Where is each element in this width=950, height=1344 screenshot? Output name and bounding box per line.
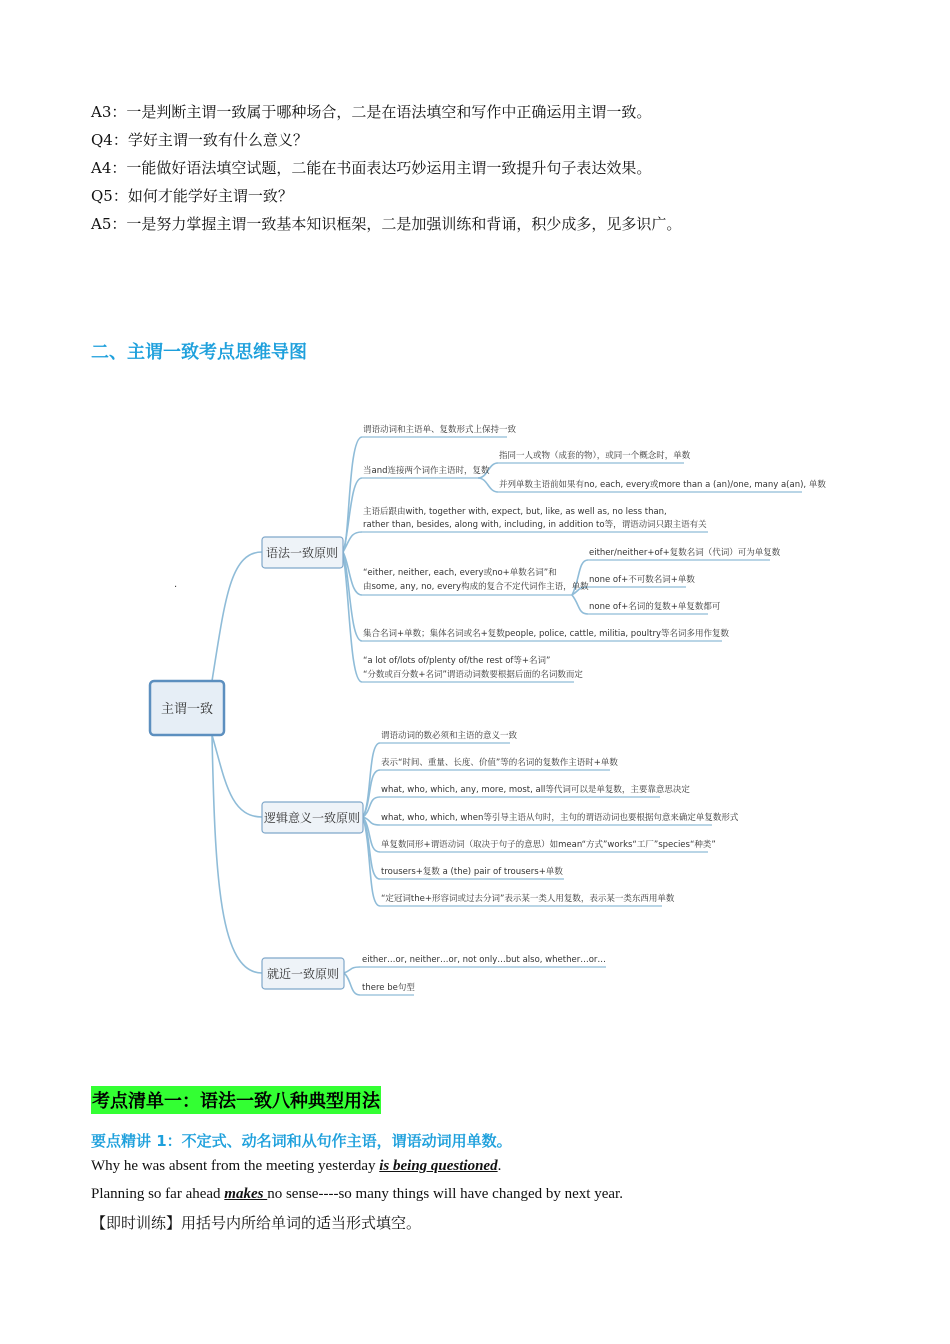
- grammar-subitem: 指同一人或物（成套的物），或同一个概念时，单数: [499, 451, 691, 461]
- grammar-item: “either, neither, each, every或no+单数名词”和: [363, 568, 557, 578]
- grammar-subitem: none of+不可数名词+单数: [589, 575, 695, 585]
- example-sentence-1: [91, 1158, 501, 1175]
- grammar-item: 主语后跟由with, together with, expect, but, like, as well as, no less than,: [363, 507, 667, 517]
- practice-instruction: 【即时训练】用括号内所给单词的适当形式填空。: [91, 1214, 422, 1232]
- branch-proximity-label: 就近一致原则: [266, 967, 340, 981]
- mind-map: [0, 395, 950, 1005]
- qa-line-a5: A5：一是努力掌握主谓一致基本知识框架，二是加强训练和背诵，积少成多，见多识广。: [91, 215, 682, 233]
- grammar-item: rather than, besides, along with, including, in addition to等，谓语动词只跟主语有关: [363, 520, 707, 530]
- section-title: 二、主谓一致考点思维导图: [91, 342, 307, 363]
- grammar-item: 当and连接两个词作主语时，复数: [363, 466, 490, 476]
- branch-logic-label: 逻辑意义一致原则: [263, 811, 361, 825]
- grammar-subitem: 并列单数主语前如果有no, each, every或more than a (an)/one, many a(an), 单数: [499, 480, 826, 490]
- sentence-text: Planning so far ahead: [91, 1186, 225, 1202]
- answer-highlight: makes: [224, 1186, 268, 1202]
- root-label: 主谓一致: [160, 702, 214, 717]
- answer-highlight: is being questioned: [379, 1158, 498, 1174]
- branch-grammar-label: 语法一致原则: [265, 546, 339, 560]
- qa-line-q5: Q5：如何才能学好主谓一致？: [91, 187, 293, 205]
- logic-item: 谓语动词的数必须和主语的意义一致: [381, 731, 518, 741]
- logic-item: what, who, which, when等引导主语从句时，主句的谓语动词也要根据句意来确定单复数形式: [381, 813, 739, 823]
- qa-line-a3: A3：一是判断主谓一致属于哪种场合，二是在语法填空和写作中正确运用主谓一致。: [91, 103, 652, 121]
- qa-line-q4: Q4：学好主谓一致有什么意义？: [91, 131, 308, 149]
- grammar-item: “a lot of/lots of/plenty of/the rest of等+名词”: [363, 656, 551, 666]
- grammar-item: “分数或百分数+名词”谓语动词数要根据后面的名词数而定: [363, 670, 583, 680]
- logic-item: 单复数同形+谓语动词（取决于句子的意思）如mean“方式”works“工厂”species“种类”: [381, 840, 716, 850]
- stray-dot: ·: [174, 582, 178, 593]
- grammar-item: 集合名词+单数；集体名词或名+复数people, police, cattle, militia, poultry等名词多用作复数: [363, 629, 730, 639]
- grammar-item: 谓语动词和主语单、复数形式上保持一致: [363, 425, 517, 435]
- logic-item: “定冠词the+形容词或过去分词”表示某一类人用复数，表示某一类东西用单数: [381, 894, 675, 904]
- grammar-subitem: none of+名词的复数+单复数都可: [589, 602, 721, 612]
- logic-item: 表示“时间、重量、长度、价值”等的名词的复数作主语时+单数: [381, 758, 618, 768]
- proximity-item: there be句型: [362, 983, 415, 993]
- qa-line-a4: A4：一能做好语法填空试题，二能在书面表达巧妙运用主谓一致提升句子表达效果。: [91, 159, 652, 177]
- proximity-item: either…or, neither…or, not only…but also, whether…or…: [362, 955, 606, 965]
- checklist-title: 考点清单一：语法一致八种典型用法: [91, 1086, 381, 1114]
- grammar-subitem: either/neither+of+复数名词（代词）可为单复数: [589, 548, 781, 558]
- logic-item: what, who, which, any, more, most, all等代词可以是单复数，主要靠意思决定: [381, 785, 690, 795]
- grammar-item: 由some, any, no, every构成的复合不定代词作主语，单数: [363, 582, 589, 592]
- example-sentence-2: [91, 1186, 623, 1203]
- sentence-text: Why he was absent from the meeting yesterday: [91, 1158, 380, 1174]
- logic-item: trousers+复数 a (the) pair of trousers+单数: [381, 867, 563, 877]
- sentence-text: no sense----so many things will have changed by next year.: [267, 1186, 623, 1202]
- point-title: 要点精讲 1：不定式、动名词和从句作主语，谓语动词用单数。: [91, 1132, 512, 1150]
- sentence-text: .: [497, 1158, 502, 1174]
